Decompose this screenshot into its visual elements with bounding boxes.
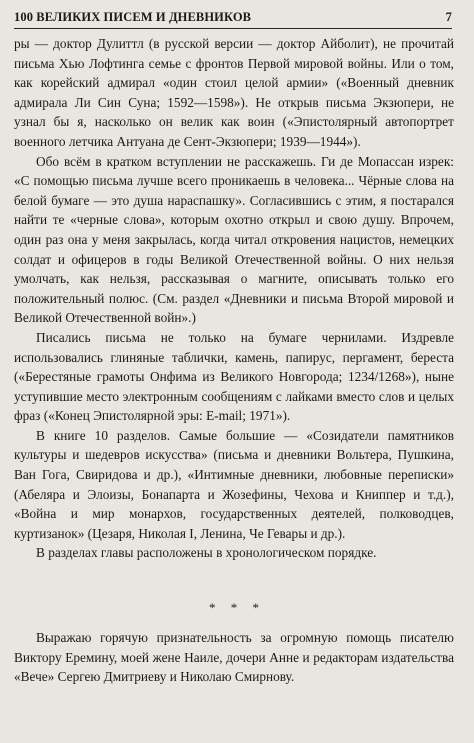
running-head xyxy=(14,10,452,25)
header-rule xyxy=(14,28,452,29)
acknowledgement xyxy=(14,628,454,687)
paragraph-4: В книге 10 разделов. Самые большие — «Созидатели памятников культуры и шедевров искусства» (письма и дневники Вольтера, Пушкина, Ван Гога, Свиридова и др.), «Интимные дневники, любовные переписки» (Абеляра и Элоизы, Бонапарта и Жозефины, Чехова и Книппер и т.д.), «Война и мир монархов, государственных деятелей, полководцев, куртизанок» (Цезаря, Николая I, Ленина, Че Гевары и др.). xyxy=(14,427,454,541)
section-divider: * * * xyxy=(209,600,265,615)
paragraph-1: ры — доктор Дулиттл (в русской версии — доктор Айболит), не прочитай письма Хью Лофтинга семье с фронтов Первой мировой войны. Или о том, как корейский адмирал «один стоил целой армии» («Военный дневник адмирала Ли Син Суна; 1592—1598»). Не открыв письма Экзюпери, не узнал бы я, насколько он велик как воин («Эпистолярный автопортрет военного летчика Антуана де Сент-Экзюпери; 1939—1944»). xyxy=(14,36,454,149)
paragraph-2: Обо всём в кратком вступлении не расскажешь. Ги де Мопассан изрек: «С помощью письма лучше всего проникаешь в человека... Чёрные слова на белой бумаге — это душа нараспашку». Согласившись с этим, я постарался найти те «черные слова», которым охотно открыл и свою душу. Впрочем, один раз она у меня закрылась, когда читал откровения нацистов, немецких солдат и офицеров в годы Великой Отечественной войны. О них нельзя умолчать, как нельзя, рассказывая о магните, описывать только его положительный полюс. (См. раздел «Дневники и письма Второй мировой и Великой Отечественной войн».) xyxy=(14,153,454,326)
book-title: 100 ВЕЛИКИХ ПИСЕМ И ДНЕВНИКОВ xyxy=(14,10,252,24)
body-text xyxy=(14,34,454,563)
page-number: 7 xyxy=(445,10,452,24)
paragraph-5: В разделах главы расположены в хронологическом порядке. xyxy=(36,545,377,561)
acknowledgement-text: Выражаю горячую признательность за огромную помощь писателю Виктору Еремину, моей жене Наиле, дочери Анне и редакторам издательства «Вече» Сергею Дмитриеву и Николаю Смирнову. xyxy=(14,630,454,685)
paragraph-3: Писались письма не только на бумаге чернилами. Издревле использовались глиняные таблички, камень, папирус, пергамент, береста («Берестяные грамоты Онфима из Великого Новгорода; 1234/1268»), ныне уступившие место электронным сообщениям с лайками вместо слов и целых фраз («Конец Эпистолярной эры: E-mail; 1971»). xyxy=(14,329,454,424)
